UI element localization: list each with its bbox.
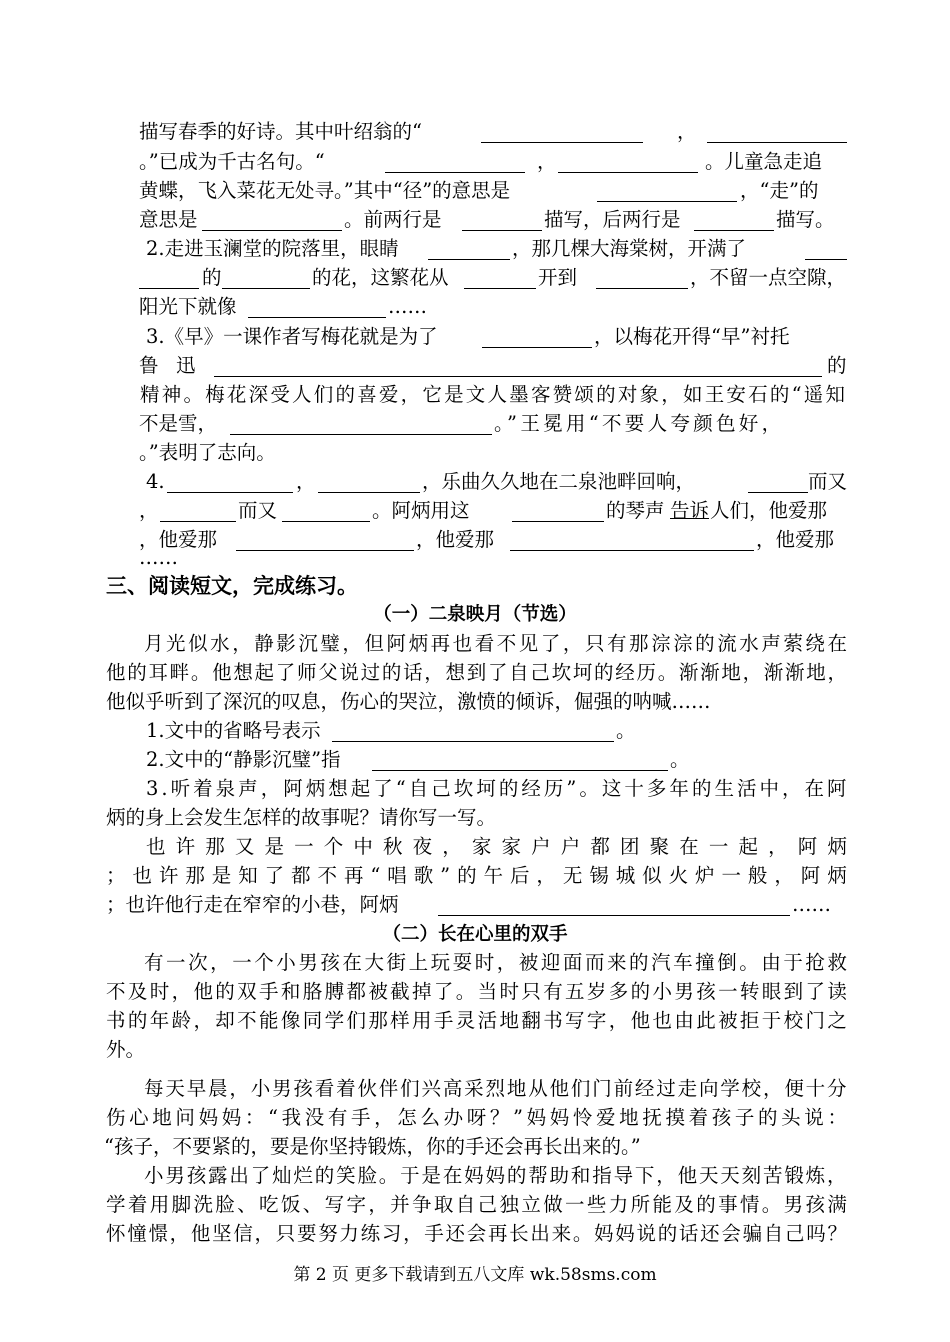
passage-1-question-3: 3 . 听 着 泉 声 ， 阿 炳 想 起 了 “ 自 己 坎 坷 的 经 历 ” 。 这 十 多 年 的 生 活 中 ， 在 阿 [146, 777, 847, 800]
answer-blank [464, 268, 536, 289]
passage-2-line: 怀 憧 憬 ， 他 坚 信 ， 只 要 努 力 练 习 ， 手 还 会 再 长 出 来 。 妈 妈 说 的 话 还 会 骗 自 己 吗 ？ [106, 1222, 847, 1245]
answer-blank [805, 239, 847, 260]
passage-2-line: 小 男 孩 露 出 了 灿 烂 的 笑 脸 。 于 是 在 妈 妈 的 帮 助 和 指 导 下 ， 他 天 天 刻 苦 锻 炼 ， [144, 1164, 847, 1187]
answer-blank [596, 268, 688, 289]
passage-2-line: 每 天 早 晨 ， 小 男 孩 看 着 伙 伴 们 兴 高 采 烈 地 从 他 们 门 前 经 过 走 向 学 校 ， 便 十 分 [144, 1077, 847, 1100]
answer-blank [438, 895, 790, 916]
answer-blank [236, 530, 414, 551]
answer-blank [167, 472, 293, 493]
passage-2-line: 学 着 用 脚 洗 脸 、 吃 饭 、 写 字 ， 并 争 取 自 己 独 立 做 一 些 力 所 能 及 的 事 情 。 男 孩 满 [106, 1193, 847, 1216]
answer-blank [282, 501, 370, 522]
answer-blank [318, 472, 420, 493]
answer-blank [707, 122, 847, 143]
passage-2-line: 书 的 年 龄 ， 却 不 能 像 同 学 们 那 样 用 手 灵 活 地 翻 书 写 字 ， 他 也 由 此 被 拒 于 校 门 之 [106, 1009, 847, 1032]
answer-blank [372, 750, 668, 771]
answer-blank [482, 327, 592, 348]
passage-2-line: 有 一 次 ， 一 个 小 男 孩 在 大 街 上 玩 耍 时 ， 被 迎 面 而 来 的 汽 车 撞 倒 。 由 于 抢 救 [144, 951, 847, 974]
passage-2-title: （二）长在心里的双手 [382, 924, 568, 945]
page-footer: 第 2 页 更多下载请到五八文库 wk.58sms.com [293, 1265, 657, 1285]
passage-1-line: 他 的 耳 畔 。 他 想 起 了 师 父 说 过 的 话 ， 想 到 了 自 己 坎 坷 的 经 历 。 渐 渐 地 ， 渐 渐 地 ， [106, 661, 847, 684]
passage-2-line: 不 及 时 ， 他 的 双 手 和 胳 膊 都 被 截 掉 了 。 当 时 只 有 五 岁 多 的 小 男 孩 一 转 眼 到 了 读 [106, 980, 847, 1003]
answer-blank [510, 530, 754, 551]
answer-blank [248, 297, 386, 318]
answer-blank [332, 721, 614, 742]
answer-blank [139, 268, 199, 289]
answer-blank [512, 501, 604, 522]
writing-prompt-line: 也 许 那 又 是 一 个 中 秋 夜 ， 家 家 户 户 都 团 聚 在 一 起 ， 阿 炳 [146, 835, 847, 858]
answer-blank [597, 181, 737, 202]
answer-blank [748, 472, 808, 493]
answer-blank [428, 239, 510, 260]
writing-prompt-line: ； 也 许 那 是 知 了 都 不 再 “ 唱 歌 ” 的 午 后 ， 无 锡 城 似 火 炉 一 般 ， 阿 炳 [106, 864, 847, 887]
passage-2-line: 伤 心 地 问 妈 妈 ： “ 我 没 有 手 ， 怎 么 办 呀 ？ ” 妈 妈 怜 爱 地 抚 摸 着 孩 子 的 头 说 ： [106, 1106, 847, 1129]
answer-blank [462, 210, 542, 231]
passage-1-title: （一）二泉映月（节选） [373, 604, 577, 625]
answer-blank [222, 268, 310, 289]
q3-line-3: 精 神 。 梅 花 深 受 人 们 的 喜 爱 ， 它 是 文 人 墨 客 赞 颂 的 对 象 ， 如 王 安 石 的 “ 遥 知 [140, 383, 845, 406]
answer-blank [481, 122, 643, 143]
answer-blank [230, 414, 492, 435]
answer-blank [160, 501, 236, 522]
answer-blank [694, 210, 774, 231]
answer-blank [202, 210, 342, 231]
passage-1-line: 月 光 似 水 ， 静 影 沉 璧 ， 但 阿 炳 再 也 看 不 见 了 ， 只 有 那 淙 淙 的 流 水 声 萦 绕 在 [144, 632, 847, 655]
answer-blank [558, 152, 698, 173]
worksheet-page: 描写春季的好诗。其中叶绍翁的“ ， 。”已成为千古名句。“ ， 。儿童急走追 黄蝶，飞入菜花无处寻。”其中“径”的意思是 ，“走”的 意思是 。前两行是 描写，后两行是 描写。 2.走进玉澜堂的院落里，眼睛 ，那几棵大海棠树，开满了 的 的花，这繁花从 开到 ，不留一点空隙， 阳光下就像 …… 3.《早》一课作者写梅花就是为了 ，以梅花开得“早”衬托 鲁 迅 的 精 神 。 梅 花 深 受 人 们 的 喜 爱 ， 它 是 文 人 墨 客 赞 颂 的 对 象 ， 如 王 安 石 的 “ 遥 知 不是雪， 。”王冕用“不要人夸颜色好， 。”表明了志向。 4. ， ，乐曲久久地在二泉池畔回响， 而又 ， 而又 。阿炳用这 的琴声 告诉 人们，他爱那 ，他爱那 ，他爱那 ，他爱那 …… 三、阅读短文，完成练习。 （一）二泉映月（节选） 月 光 似 水 ， 静 影 沉 璧 ， 但 阿 炳 再 也 看 不 见 了 ， 只 有 那 淙 淙 的 流 水 声 萦 绕 在 他 的 耳 畔 。 他 想 起 了 师 父 说 过 的 话 ， 想 到 了 自 己 坎 坷 的 经 历 。 渐 渐 地 ， 渐 渐 地 ， 他似乎听到了深沉的叹息，伤心的哭泣，激愤的倾诉，倔强的呐喊…… 1.文中的省略号表示 。 2.文中的“静影沉璧”指 。 3 . 听 着 泉 声 ， 阿 炳 想 起 了 “ 自 己 坎 坷 的 经 历 ” 。 这 十 多 年 的 生 活 中 ， 在 阿 炳的身上会发生怎样的故事呢？请你写一写。 也 许 那 又 是 一 个 中 秋 夜 ， 家 家 户 户 都 团 聚 在 一 起 ， 阿 炳 ； 也 许 那 是 知 了 都 不 再 “ 唱 歌 ” 的 午 后 ， 无 锡 城 似 火 炉 一 般 ， 阿 炳 ；也许他行走在窄窄的小巷，阿炳 …… （二）长在心里的双手 有 一 次 ， 一 个 小 男 孩 在 大 街 上 玩 耍 时 ， 被 迎 面 而 来 的 汽 车 撞 倒 。 由 于 抢 救 不 及 时 ， 他 的 双 手 和 胳 膊 都 被 截 掉 了 。 当 时 只 有 五 岁 多 的 小 男 孩 一 转 眼 到 了 读 书 的 年 龄 ， 却 不 能 像 同 学 们 那 样 用 手 灵 活 地 翻 书 写 字 ， 他 也 由 此 被 拒 于 校 门 之 外。 每 天 早 晨 ， 小 男 孩 看 着 伙 伴 们 兴 高 采 烈 地 从 他 们 门 前 经 过 走 向 学 校 ， 便 十 分 伤 心 地 问 妈 妈 ： “ 我 没 有 手 ， 怎 么 办 呀 ？ ” 妈 妈 怜 爱 地 抚 摸 着 孩 子 的 头 说 ： “孩子，不要紧的，要是你坚持锻炼，你的手还会再长出来的。” 小 男 孩 露 出 了 灿 烂 的 笑 脸 。 于 是 在 妈 妈 的 帮 助 和 指 导 下 ， 他 天 天 刻 苦 锻 炼 ， 学 着 用 脚 洗 脸 、 吃 饭 、 写 字 ， 并 争 取 自 己 独 立 做 一 些 力 所 能 及 的 事 情 。 男 孩 满 怀 憧 憬 ， 他 坚 信 ， 只 要 努 力 练 习 ， 手 还 会 再 长 出 来 。 妈 妈 说 的 话 还 会 骗 自 己 吗 ？ 第 2 页 更多下载请到五八文库 wk.58sms.com [0, 0, 950, 1342]
answer-blank [385, 152, 525, 173]
answer-blank [214, 356, 822, 377]
